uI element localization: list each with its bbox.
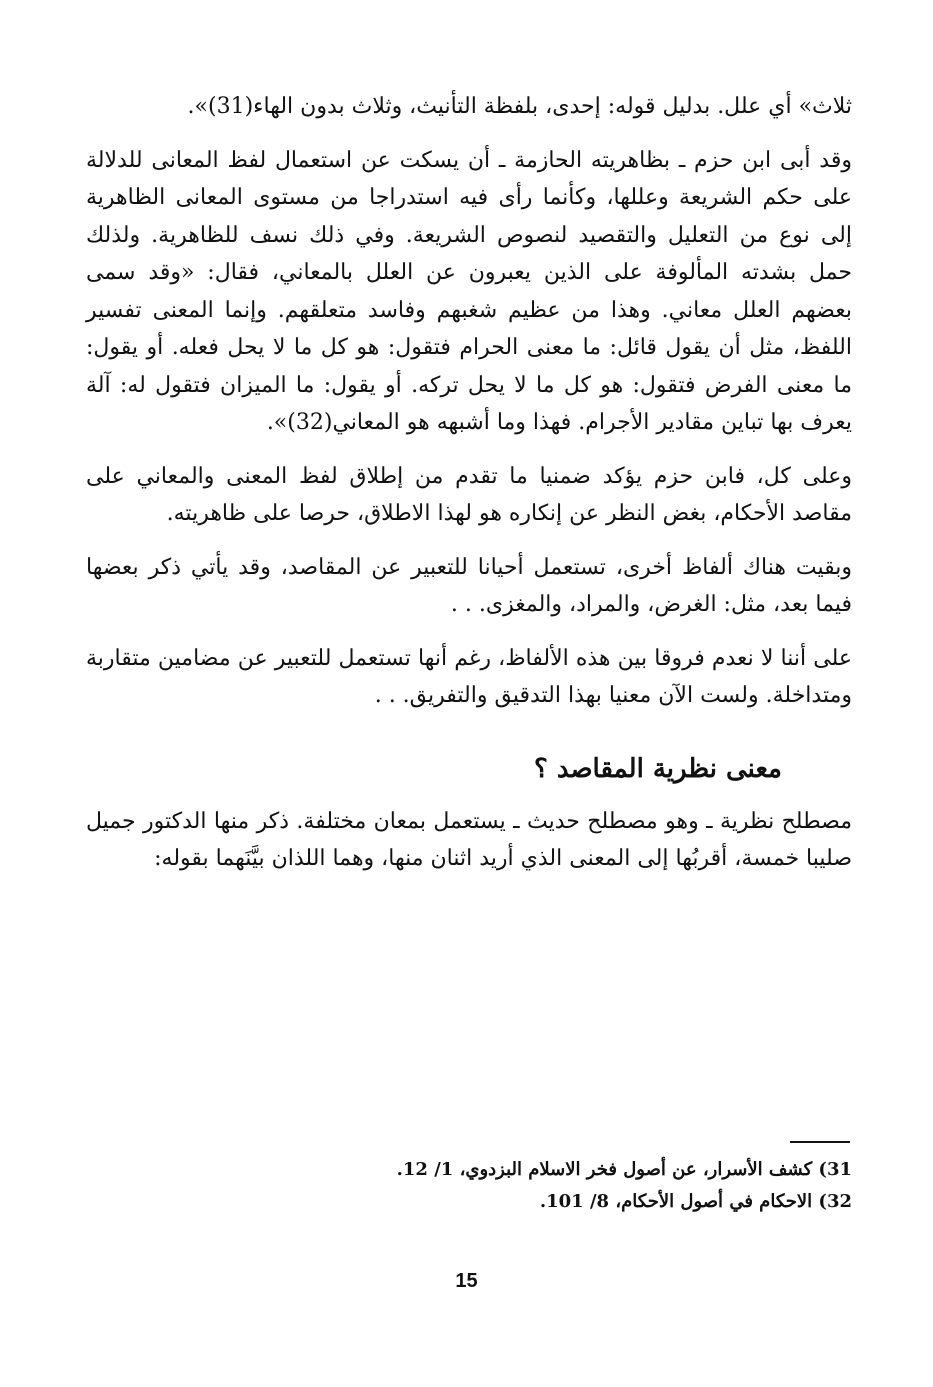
paragraph-5: على أننا لا نعدم فروقا بين هذه الألفاظ، رغم أنها تستعمل للتعبير عن مضامين متقاربة ومتداخلة. ولست الآن معنيا بهذا التدقيق والتفريق. . . — [86, 645, 852, 708]
footnotes — [300, 1154, 852, 1218]
footnote-31: 31) كشف الأسرار، عن أصول فخر الاسلام البزدوي، 1/ 12. — [396, 1159, 852, 1180]
paragraph-4: وبقيت هناك ألفاظ أخرى، تستعمل أحيانا للتعبير عن المقاصد، وقد يأتي ذكر بعضها فيما بعد، مثل: الغرض، والمراد، والمغزى. . . — [86, 554, 852, 617]
footnote-divider — [790, 1141, 850, 1143]
body-text — [86, 88, 852, 894]
page-number: 15 — [455, 1270, 478, 1292]
section-heading: معنى نظرية المقاصد ؟ — [533, 753, 782, 784]
paragraph-3: وعلى كل، فابن حزم يؤكد ضمنيا ما تقدم من إطلاق لفظ المعنى والمعاني على مقاصد الأحكام، بغض النظر عن إنكاره هو لهذا الاطلاق، حرصا على ظاهريته. — [86, 463, 852, 526]
footnote-32: 32) الاحكام في أصول الأحكام، 8/ 101. — [539, 1191, 852, 1212]
paragraph-2: وقد أبى ابن حزم ـ بظاهريته الحازمة ـ أن يسكت عن استعمال لفظ المعانى للدلالة على حكم الشريعة وعللها، وكأنما رأى فيه استدراجا من مستوى المعانى الظاهرية إلى نوع من التعليل والتقصيد لنصوص الشريعة. وفي ذلك نسف للظاهرية. ولذلك حمل بشدته المألوفة على الذين يعبرون عن العلل بالمعاني، فقال: «وقد سمى بعضهم العلل معاني. وهذا من عظيم شغبهم وفاسد متعلقهم. وإنما المعنى تفسير اللفظ، مثل أن يقول قائل: ما معنى الحرام فتقول: هو كل ما لا يحل فعله. أو يقول: ما معنى الفرض فتقول: هو كل ما لا يحل تركه. أو يقول: ما الميزان فتقول له: آلة يعرف بها تباين مقادير الأجرام. فهذا وما أشبهه هو المعاني(32)». — [86, 147, 852, 435]
paragraph-6: مصطلح نظرية ـ وهو مصطلح حديث ـ يستعمل بمعان مختلفة. ذكر منها الدكتور جميل صليبا خمسة، أقربُها إلى المعنى الذي أريد اثنان منها، وهما اللذان بيَّنَهما بقوله: — [86, 808, 852, 871]
paragraph-1: ثلاث» أي علل. بدليل قوله: إحدى، بلفظة التأنيث، وثلاث بدون الهاء(31)». — [187, 94, 852, 119]
